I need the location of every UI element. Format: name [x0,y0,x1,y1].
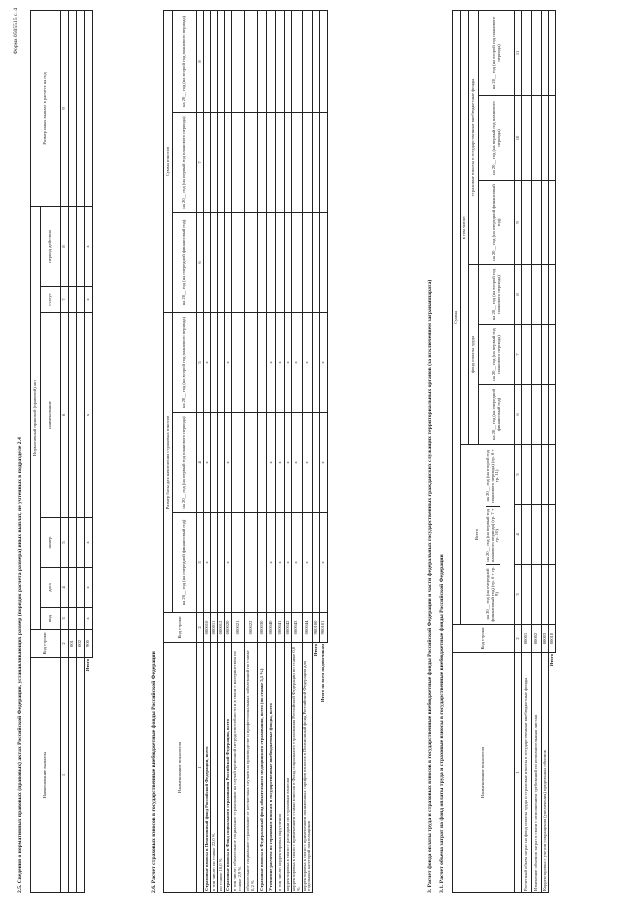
col-num: 5 [61,518,69,568]
row-name: корректировка в связи с применением ставки взносов в Фонд социального страхования Российской Федерации по ставке 0,0 % [292,643,303,893]
table-row [258,10,267,892]
total-label: Итого по всем подписчикам [320,644,326,703]
x-mark: x [204,313,211,413]
row-code: 000022 [245,613,258,643]
total-row [549,10,556,892]
col-num: 1 [197,643,204,893]
table-row [245,10,258,892]
row-code: 00003 [542,625,549,653]
row-code: 000010 [204,613,211,643]
header-period: период действия [41,206,61,286]
total-label: Итого [85,659,91,672]
x-mark: x [285,513,292,613]
row-name: Корректировка с учетом сокращения (увеличения) предельных объемов [542,653,549,893]
header-year-1: на 20__ год (на очередной финансовый год) [479,181,515,265]
col-num: 3 [515,565,522,625]
header-year-3: на 20__ год (на второй год планового периода) [479,265,515,325]
section-2-6-title: 2.6. Расчет страховых взносов в государственные внебюджетные фонды Российской Федерации [151,651,157,893]
header-year-3: на 20__ год (на второй год планового периода) [479,10,515,95]
row-code: 000030 [258,613,267,643]
table-row [276,10,285,892]
col-num: 3 [197,513,204,613]
row-code: 001 [69,630,77,658]
row-code: 000041 [276,613,285,643]
row-code: 000044 [302,613,313,643]
row-code: 000011 [211,613,218,643]
row-name: Страховые взносы в Фонд социального страхования Российской Федерации, всего [225,643,232,893]
row-code: 000040 [267,613,276,643]
col-num: 9 [515,181,522,265]
col-num: 7 [197,113,204,213]
col-num: 7 [515,325,522,385]
col-num: 7 [61,287,69,313]
x-mark: x [292,313,303,413]
x-mark: x [225,513,232,613]
header-code: Код строки [453,625,515,653]
row-name: Страховые взносы в Пенсионный фонд Российской Федерации, всего [204,643,211,893]
x-mark: x [320,313,328,413]
x-mark: x [85,287,93,313]
table-row [542,10,549,892]
col-num: 8 [61,206,69,286]
x-mark: x [85,608,93,630]
x-mark: x [204,413,211,513]
x-mark: x [85,206,93,286]
table-row [292,10,303,892]
col-num: 4 [61,568,69,608]
col-num: 2 [61,630,69,658]
col-num: 6 [515,385,522,445]
header-naim: наименование [41,313,61,518]
x-mark: x [276,413,285,513]
section-2-5-title: 2.5. Сведения о нормативных правовых (правовых) актах Российской Федерации, устанавливающих размер (порядок расчета размера) иных выплат, не учтенных в подразделе 2.4 [17,437,23,893]
col-num: 4 [197,413,204,513]
x-mark: x [225,413,232,513]
header-year-1: на 20__ год (на очередной финансовый год) [173,513,197,613]
x-mark: x [302,313,313,413]
col-num: 10 [515,96,522,181]
header-name: Наименование выплаты [31,658,61,893]
table-row [532,10,542,892]
x-mark: x [225,313,232,413]
form-code: Форма 0505515 с. 4 [13,8,19,55]
row-name: в том числе: по ставке 22,0 % [211,643,218,893]
col-num: 1 [61,658,69,893]
header-year-3: на 20__ год (на второй год планового периода) [173,10,197,112]
row-name: корректировка в связи с применением пониженных тарифов взносов в Пенсионный фонд Российской Федерации для отдельных категорий плательщиков [302,643,313,893]
row-code: 002 [77,630,85,658]
header-total-year-1: на 20__ год (на очередной финансовый год) (гр. 6 + гр. 9) [484,566,500,622]
col-num: 2 [197,613,204,643]
x-mark: x [204,513,211,613]
row-name: корректировка в связи с расходами по страховым взносам [285,643,292,893]
header-vzn: страховые взносы в государственные внебюджетные фонды [469,10,479,264]
row-code: 00002 [532,625,542,653]
header-size: Размер иных выплат в расчете на год [31,10,61,206]
col-num: 5 [197,313,204,413]
header-year-2: на 20__ год (на первый год планового периода) [479,96,515,181]
total-subheaders [486,446,500,623]
col-num: 3 [61,608,69,630]
header-date: дата [41,568,61,608]
header-name: Наименование показателя [164,643,197,893]
total-code: 00010 [549,625,556,653]
x-mark: x [292,513,303,613]
total-code: 900101 [320,613,328,643]
col-num: 8 [515,265,522,325]
row-code: 000012 [218,613,225,643]
col-num: 5 [515,445,522,505]
table-row [69,10,77,892]
col-num: 6 [61,313,69,518]
header-year-2: на 20__ год (на первый год планового периода) [173,413,197,513]
x-mark: x [267,313,276,413]
x-mark: x [85,568,93,608]
header-code: Код строки [164,613,197,643]
header-name: Наименование показателя [453,653,515,893]
x-mark: x [285,413,292,513]
header-sum: Сумма взносов [164,10,173,312]
total-row [320,10,328,892]
row-name: Расчетный объем затрат на фонд оплаты труда и страховые взносы в государственные внебюджетные фонды [522,653,532,893]
header-year-1: на 20__ год (на очередной финансовый год) [173,213,197,313]
row-name: Страховые взносы в Федеральный фонд обязательного медицинского страхования, всего (по ставке 5,1 %) [258,643,267,893]
x-mark: x [276,513,285,613]
section-3-title: 3. Расчет фонда оплаты труда и страховых взносов в государственные внебюджетные фонды Российской Федерации и части федеральных государственных гражданских служащих территориальных органов (за исключением загранаппарата) [427,279,433,893]
total-code: 900100 [313,613,320,643]
x-mark: x [302,413,313,513]
table-row [204,10,211,892]
table-row [267,10,276,892]
header-year-2: на 20__ год (на первый год планового периода) [479,325,515,385]
table-2-5 [30,10,93,893]
row-code: 000021 [232,613,245,643]
row-code: 000020 [225,613,232,643]
header-number: номер [41,518,61,568]
header-act: Нормативный правовой (правовой) акт [31,206,41,629]
section-3-1-title: 3.1. Расчет объема затрат на фонд оплаты труда и страховые взносы в государственные внебюджетные фонды Российской Федерации [439,554,445,893]
table-row [225,10,232,892]
col-num: 9 [61,10,69,206]
row-code: 000042 [285,613,292,643]
x-mark: x [85,313,93,518]
table-row [211,10,218,892]
table-2-6 [163,10,328,893]
col-num: 2 [515,625,522,653]
col-num: 6 [197,213,204,313]
table-row [218,10,225,892]
row-code: 000043 [292,613,303,643]
header-year-2: на 20__ год (на первый год планового периода) [173,113,197,213]
header-year-3: на 20__ год (на второй год планового периода) [173,313,197,413]
header-code: Код строки [31,630,61,658]
col-num: 4 [515,505,522,565]
x-mark: x [267,413,276,513]
table-3-1 [452,10,556,893]
table-row [232,10,245,892]
row-name: в том числе: корректировка округления [276,643,285,893]
header-base: Размер базы для начисления страховых взносов [164,313,173,613]
column-numbers-row [61,10,69,892]
header-vtch: в том числе: [461,10,469,444]
total-row [85,10,93,892]
total-row [313,10,320,892]
table-row [522,10,532,892]
x-mark: x [85,518,93,568]
row-name: Изменение объемов затрат в связи с исполнением требований по исполнительным листам [532,653,542,893]
x-mark: x [320,513,328,613]
header-total-year-3: на 20__ год (на второй год планового периода) (гр. 8 + гр. 11) [486,446,500,506]
header-fot: фонд оплаты труда [469,265,479,445]
row-code: 00001 [522,625,532,653]
row-name: обязательное социальное страхование от несчастных случаев на производстве и профессиональных заболеваний по ставке 0,2 % [245,643,258,893]
x-mark: x [267,513,276,613]
x-mark: x [285,313,292,413]
header-year-1: на 20__ год (на очередной финансовый год) [479,385,515,445]
table-row [77,10,85,892]
col-num: 8 [197,10,204,112]
table-row [302,10,313,892]
x-mark: x [302,513,313,613]
x-mark: x [292,413,303,513]
column-numbers-row [197,10,204,892]
x-mark: x [320,413,328,513]
header-status: статус [41,287,61,313]
header-vid: вид [41,608,61,630]
x-mark: x [276,313,285,413]
col-num: 11 [515,10,522,95]
column-numbers-row [515,10,522,892]
header-sum: Сумма [453,10,461,624]
total-label: Итого [548,654,554,667]
col-num: 1 [515,653,522,893]
row-name: в том числе: обязательное социальное страхование на случай временной нетрудоспособности и в связи с материнством по ставке 2,9 % [232,643,245,893]
row-name: Уточнение расчета по страховым взносам в государственные внебюджетные фонды, всего [267,643,276,893]
total-label: Итого [313,644,319,657]
header-total-year-2: на 20__ год (на первый год планового периода) (гр. 7 + гр. 10) [486,506,500,564]
header-total: Всего [473,528,479,541]
total-code: 900 [85,630,93,658]
row-name: по ставке 10,0 % [218,643,225,893]
